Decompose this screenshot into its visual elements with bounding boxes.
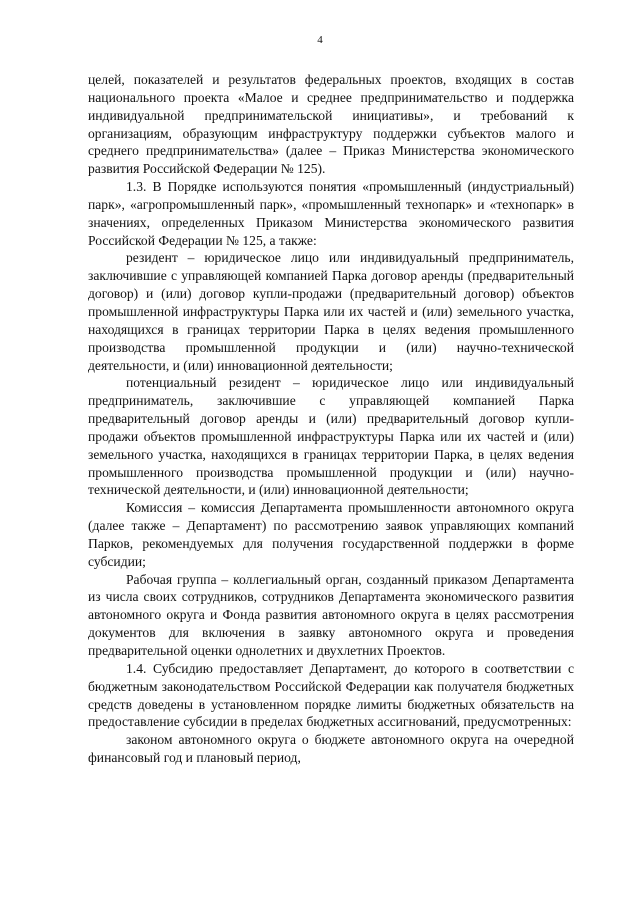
page-number: 4 — [317, 34, 323, 46]
paragraph-definition-potential-resident: потенциальный резидент – юридическое лицо или индивидуальный предприниматель, заключившие с управляющей компанией Парка предварительный договор аренды и (или) предварительный договор купли-продажи объектов промышленной инфраструктуры Парка или их частей и (или) земельного участка, находящихся в границах территории Парка, в целях ведения промышленного производства промышленной продукции и (или) научно-технической деятельности, и (или) инновационной деятельности; — [88, 375, 574, 498]
paragraph-definition-resident: резидент – юридическое лицо или индивидуальный предприниматель, заключившие с управляющей компанией Парка договор аренды (предварительный договор) и (или) договор купли-продажи (предварительный договор) объектов промышленной инфраструктуры Парка или их частей и (или) земельного участка, находящихся в границах территории Парка в целях ведения промышленного производства промышленной продукции и (или) научно-технической деятельности, и (или) инновационной деятельности; — [88, 250, 574, 373]
paragraph-definition-working-group: Рабочая группа – коллегиальный орган, созданный приказом Департамента из числа своих сотрудников, сотрудников Департамента экономического развития автономного округа и Фонда развития автономного округа в целях рассмотрения документов для включения в заявку автономного округа и проведения предварительной оценки однолетних и двухлетних Проектов. — [88, 571, 574, 658]
paragraph-section-1-3: 1.3. В Порядке используются понятия «промышленный (индустриальный) парк», «агропромышленный парк», «промышленный технопарк» и «технопарк» в значениях, определенных Приказом Министерства экономического развития Российской Федерации № 125, а также: — [88, 179, 574, 248]
paragraph-definition-commission: Комиссия – комиссия Департамента промышленности автономного округа (далее также – Департамент) по рассмотрению заявок управляющих компаний Парков, рекомендуемых для получения государственной поддержки в форме субсидии; — [88, 500, 574, 569]
paragraph-section-1-4: 1.4. Субсидию предоставляет Департамент, до которого в соответствии с бюджетным законодательством Российской Федерации как получателя бюджетных средств доведены в установленном порядке лимиты бюджетных обязательств на предоставление субсидии в пределах бюджетных ассигнований, предусмотренных: — [88, 660, 574, 730]
paragraph-continuation: целей, показателей и результатов федеральных проектов, входящих в состав национального проекта «Малое и среднее предпринимательство и поддержка индивидуальной предпринимательской инициативы», и требований к организациям, образующим инфраструктуру поддержки субъектов малого и среднего предпринимательства» (далее – Приказ Министерства экономического развития Российской Федерации № 125). — [88, 72, 574, 177]
paragraph-budget-law: законом автономного округа о бюджете автономного округа на очередной финансовый год и плановый период, — [88, 732, 574, 766]
document-body — [88, 71, 574, 767]
